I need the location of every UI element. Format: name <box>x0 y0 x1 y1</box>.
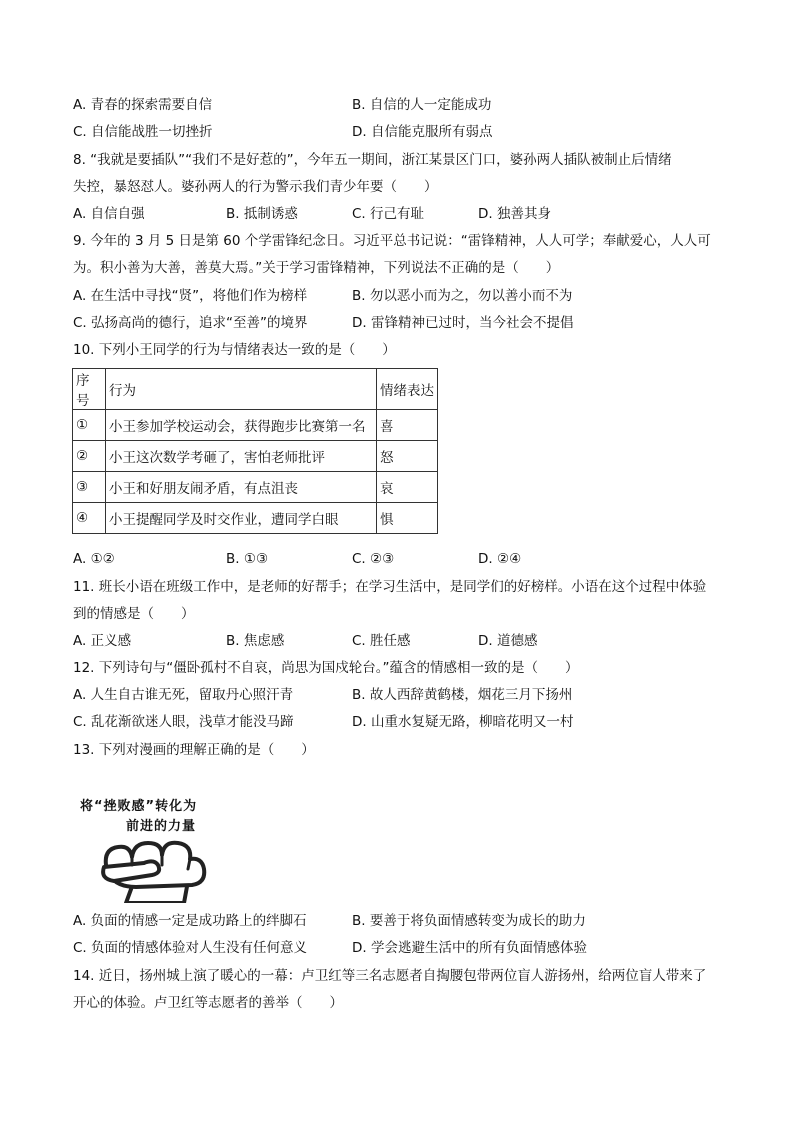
q11-option-b: B. 焦虑感 <box>226 633 285 649</box>
table-row <box>73 503 438 534</box>
q7-option-b: B. 自信的人一定能成功 <box>352 97 492 113</box>
q10-stem: 10. 下列小王同学的行为与情绪表达一致的是（ ） <box>73 342 396 358</box>
q13-option-d: D. 学会逃避生活中的所有负面情感体验 <box>352 940 587 956</box>
table-row <box>73 441 438 472</box>
q9-option-a: A. 在生活中寻找“贤”，将他们作为榜样 <box>73 288 308 304</box>
cartoon-caption-line1: 将“挫败感”转化为 <box>80 799 198 814</box>
q9-option-c: C. 弘扬高尚的德行，追求“至善”的境界 <box>73 315 308 331</box>
q13-option-c: C. 负面的情感体验对人生没有任何意义 <box>73 940 308 956</box>
q7-option-d: D. 自信能克服所有弱点 <box>352 124 493 140</box>
q12-option-b: B. 故人西辞黄鹤楼，烟花三月下扬州 <box>352 687 573 703</box>
table-cell: 喜 <box>377 410 438 441</box>
table-cell: 小王提醒同学及时交作业，遭同学白眼 <box>106 503 377 534</box>
q11-option-c: C. 胜任感 <box>352 633 411 649</box>
q13-option-b: B. 要善于将负面情感转变为成长的助力 <box>352 913 586 929</box>
q11-stem-line1: 11. 班长小语在班级工作中，是老师的好帮手；在学习生活中，是同学们的好榜样。小语在这个过程中体验 <box>73 579 707 595</box>
q14-stem-line2: 开心的体验。卢卫红等志愿者的善举（ ） <box>73 995 343 1011</box>
table-cell: 哀 <box>377 472 438 503</box>
q14-stem-line1: 14. 近日，扬州城上演了暖心的一幕：卢卫红等三名志愿者自掏腰包带两位盲人游扬州，给两位盲人带来了 <box>73 968 707 984</box>
q12-option-a: A. 人生自古谁无死，留取丹心照汗青 <box>73 687 294 703</box>
q11-option-d: D. 道德感 <box>478 633 538 649</box>
table-cell: ③ <box>73 472 106 503</box>
table-row <box>73 410 438 441</box>
table-header-cell: 行为 <box>106 369 377 410</box>
q8-option-b: B. 抵制诱惑 <box>226 206 298 222</box>
fist-cartoon <box>80 795 260 905</box>
q10-option-a: A. ①② <box>73 551 115 567</box>
q9-stem-line2: 为。积小善为大善，善莫大焉。”关于学习雷锋精神，下列说法不正确的是（ ） <box>73 260 560 276</box>
q12-stem: 12. 下列诗句与“僵卧孤村不自哀，尚思为国戍轮台。”蕴含的情感相一致的是（ ） <box>73 660 579 676</box>
table-cell: ④ <box>73 503 106 534</box>
q8-stem-line1: 8. “我就是要插队”“我们不是好惹的”，今年五一期间，浙江某景区门口，婆孙两人插队被制止后情绪 <box>73 152 672 168</box>
table-header-cell: 情绪表达 <box>377 369 438 410</box>
q8-stem-line2: 失控，暴怒怼人。婆孙两人的行为警示我们青少年要（ ） <box>73 179 438 195</box>
q13-option-a: A. 负面的情感一定是成功路上的绊脚石 <box>73 913 307 929</box>
q8-option-d: D. 独善其身 <box>478 206 551 222</box>
table-cell: 惧 <box>377 503 438 534</box>
q13-stem: 13. 下列对漫画的理解正确的是（ ） <box>73 742 315 758</box>
table-cell: ① <box>73 410 106 441</box>
q10-option-d: D. ②④ <box>478 551 522 567</box>
table-cell: 小王和好朋友闹矛盾，有点沮丧 <box>106 472 377 503</box>
fist-icon <box>96 835 216 903</box>
table-header-cell: 序号 <box>73 369 106 410</box>
cartoon-caption-line2: 前进的力量 <box>126 819 197 834</box>
q8-option-a: A. 自信自强 <box>73 206 145 222</box>
table-row <box>73 472 438 503</box>
q10-option-b: B. ①③ <box>226 551 269 567</box>
emotion-table <box>72 368 438 534</box>
table-cell: 小王这次数学考砸了，害怕老师批评 <box>106 441 377 472</box>
table-cell: ② <box>73 441 106 472</box>
q7-option-a: A. 青春的探索需要自信 <box>73 97 213 113</box>
table-header-row <box>73 369 438 410</box>
q12-option-c: C. 乱花渐欲迷人眼，浅草才能没马蹄 <box>73 714 294 730</box>
q7-option-c: C. 自信能战胜一切挫折 <box>73 124 213 140</box>
q9-option-d: D. 雷锋精神已过时，当今社会不提倡 <box>352 315 574 331</box>
q8-option-c: C. 行己有耻 <box>352 206 425 222</box>
q9-stem-line1: 9. 今年的 3 月 5 日是第 60 个学雷锋纪念日。习近平总书记说：“雷锋精神，人人可学；奉献爱心，人人可 <box>73 233 711 249</box>
table-cell: 怒 <box>377 441 438 472</box>
q10-option-c: C. ②③ <box>352 551 395 567</box>
table-cell: 小王参加学校运动会，获得跑步比赛第一名 <box>106 410 377 441</box>
q12-option-d: D. 山重水复疑无路，柳暗花明又一村 <box>352 714 574 730</box>
q11-stem-line2: 到的情感是（ ） <box>73 606 195 622</box>
q11-option-a: A. 正义感 <box>73 633 132 649</box>
q9-option-b: B. 勿以恶小而为之，勿以善小而不为 <box>352 288 573 304</box>
